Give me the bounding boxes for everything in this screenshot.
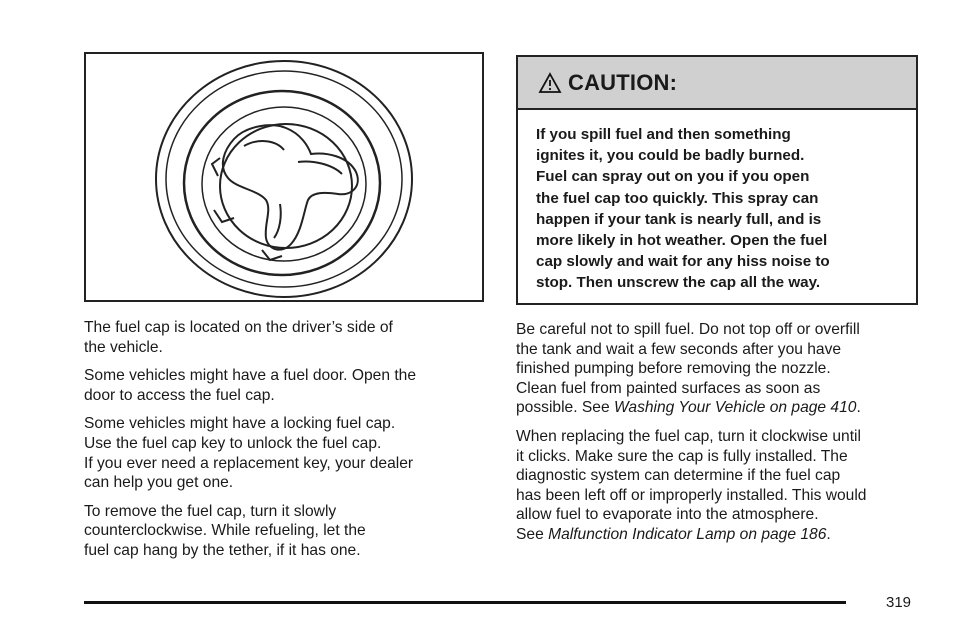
caution-line: If you spill fuel and then something — [536, 126, 791, 143]
caution-line: Fuel can spray out on you if you open — [536, 168, 810, 186]
fuel-cap-illustration — [86, 54, 482, 300]
caution-header — [518, 57, 916, 110]
paragraph: When replacing the fuel cap, turn it clockwise until it clicks. Make sure the cap is fully installed. The diagnostic system can determine if the fuel cap has been left off or improperly installed. This would allow fuel to evaporate into the atmosphere. See Malfunction Indicator Lamp on page 186. — [516, 427, 867, 543]
page-number: 319 — [886, 594, 912, 611]
caution-line: the fuel cap too quickly. This spray can — [536, 189, 819, 207]
paragraph: The fuel cap is located on the driver’s side of the vehicle. — [84, 319, 393, 356]
paragraph: Be careful not to spill fuel. Do not top off or overfill the tank and wait a few seconds after you have finished pumping before removing the nozzle. Clean fuel from painted surfaces as soon as possible. See Washing Your Vehicle on page 410. — [516, 321, 861, 417]
caution-box — [516, 55, 918, 305]
right-column — [516, 320, 918, 554]
caution-line: cap slowly and wait for any hiss noise to — [536, 253, 830, 271]
caution-title: CAUTION: — [568, 69, 678, 95]
left-column — [84, 318, 484, 570]
warning-triangle-icon — [538, 72, 562, 94]
paragraph: Some vehicles might have a fuel door. Open the door to access the fuel cap. — [84, 367, 416, 404]
paragraph: Some vehicles might have a locking fuel cap. Use the fuel cap key to unlock the fuel cap. If you ever need a replacement key, your dealer can help you get one. — [84, 415, 414, 492]
cross-reference-link[interactable]: Malfunction Indicator Lamp on page 186 — [548, 525, 827, 543]
caution-line: ignites it, you could be badly burned. — [536, 147, 805, 165]
paragraph: To remove the fuel cap, turn it slowly counterclockwise. While refueling, let the fuel cap hang by the tether, if it has one. — [84, 502, 366, 559]
footer-rule — [84, 601, 846, 604]
caution-line: stop. Then unscrew the cap all the way. — [536, 274, 821, 292]
caution-line: more likely in hot weather. Open the fuel — [536, 232, 828, 250]
cross-reference-link[interactable]: Washing Your Vehicle on page 410 — [613, 399, 857, 417]
fuel-cap-figure — [84, 52, 484, 302]
caution-text — [518, 110, 916, 294]
caution-line: happen if your tank is nearly full, and is — [536, 210, 822, 228]
